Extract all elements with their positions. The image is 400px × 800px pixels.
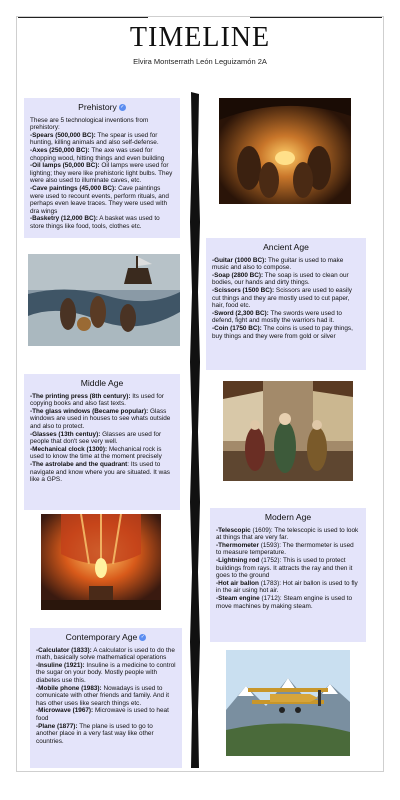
list-item: -Hot air ballon (1783): Hot air ballon is used to fly in the air using hot air. [216, 579, 358, 595]
middle-age-title: Middle Age [80, 378, 124, 388]
author-name: Elvira Montserrath León Leguizamón 2A [133, 57, 267, 66]
modern-age-card [210, 508, 366, 642]
prehistory-card [24, 98, 180, 238]
list-item: -Guitar (1000 BC): The guitar is used to make music and also to compose. [212, 256, 344, 272]
list-item: -Basketry (12,000 BC): A basket was used to store things like food, tools, clothes etc. [30, 215, 160, 230]
list-item: -Lightning rod (1752): This is used to protect buildings from rays. It attracts the ray and then it goes to the ground [216, 556, 353, 580]
list-item: -Axes (250,000 BC): The axe was used for chopping wood, hitting things and even building [30, 146, 165, 162]
list-item: -Coin (1750 BC): The coins is used to pay things, buy things and they were from gold or silver [212, 324, 353, 340]
prehistory-title: Prehistory [78, 102, 117, 112]
list-item: -Oil lamps (50,000 BC): Oil lamps were used for lighting; they were like prehistoric light bulbs. They were also used to illuminate caves, etc. [30, 162, 173, 185]
list-item: -Plane (1877): The plane is used to go to another place in a very fast way like other countries. [36, 722, 154, 745]
list-item: -Glasses (13th centuy): Glasses are used for people that don't see very well. [30, 430, 162, 446]
top-rule-right [250, 17, 382, 18]
list-item: -Soap (2800 BC): The soap is used to clean our bodies, our hands and dirty things. [212, 271, 349, 287]
ancient-age-card [206, 238, 366, 370]
hot-air-balloon-image [41, 514, 161, 610]
list-item: -Thermometer (1593): The thermometer is used to measure temperature. [216, 541, 354, 557]
list-item: -Mechanical clock (1300): Mechanical rock is used to know the time at the moment precisely [30, 445, 162, 461]
list-item: -Cave paintings (45,000 BC): Cave paintings were used to recount events, perform rituals, and perhaps even leave traces. They were used with dra wings [30, 184, 169, 215]
list-item: -Spears (500,000 BC): The spear is used for hunting, killing animals and also self-defense. [30, 131, 159, 147]
verified-badge-icon: ✓ [120, 104, 125, 110]
list-item: -The printing press (8th century): Its used for copying books and also fast texts. [30, 392, 164, 408]
list-item: -Sword (2,300 BC): The swords were used to defend, fight and mostly the warriors had it. [212, 309, 342, 325]
list-item: -Steam engine (1712): Steam engine is used to move machines by making steam. [216, 594, 353, 610]
list-item: -Insuline (1921): Insuline is a medicine to control the sugar on your body. Mostly people with diabetes use this. [36, 661, 176, 684]
list-item: -Mobile phone (1983): Nowadays is used to comunicate with other friends and family. And it has other uses like search things etc. [36, 684, 170, 707]
medieval-market-image [223, 381, 353, 481]
list-item: -Microwave (1967): Microwave is used to heat food [36, 707, 169, 722]
middle-age-card [24, 374, 180, 510]
list-item: -Calculator (1833): A calculator is used to do the math, basically solve mathematical operations [36, 646, 175, 662]
cave-oil-lamp-image [219, 98, 351, 204]
ancient-battle-image [28, 254, 180, 346]
timeline-spine [187, 92, 203, 768]
contemporary-age-card [30, 628, 182, 768]
ancient-age-title: Ancient Age [263, 242, 309, 252]
contemporary-age-title: Contemporary Age [65, 632, 138, 642]
verified-badge-icon: ✓ [140, 634, 145, 640]
page-title: TIMELINE [129, 22, 271, 53]
list-item: -Scissors (1500 BC): Scissors are used to easily cut things and they are mostly used to cut paper, hair, food etc. [212, 286, 352, 310]
prehistory-intro: These are 5 technological inventions from prehistory: [30, 116, 149, 132]
top-rule-left [18, 17, 148, 18]
list-item: -Telescopic (1609): The telescopic is used to look at things that are very far. [216, 526, 359, 542]
list-item: -The glass windows (Became popular): Glass windows are used in houses to see whats outside and also to protect. [30, 407, 171, 430]
list-item: -The astrolabe and the quadrant: Its used to navigate and know where you are situated. It was like a GPS. [30, 460, 170, 484]
modern-age-title: Modern Age [264, 512, 312, 522]
vintage-airplane-image [226, 650, 350, 756]
